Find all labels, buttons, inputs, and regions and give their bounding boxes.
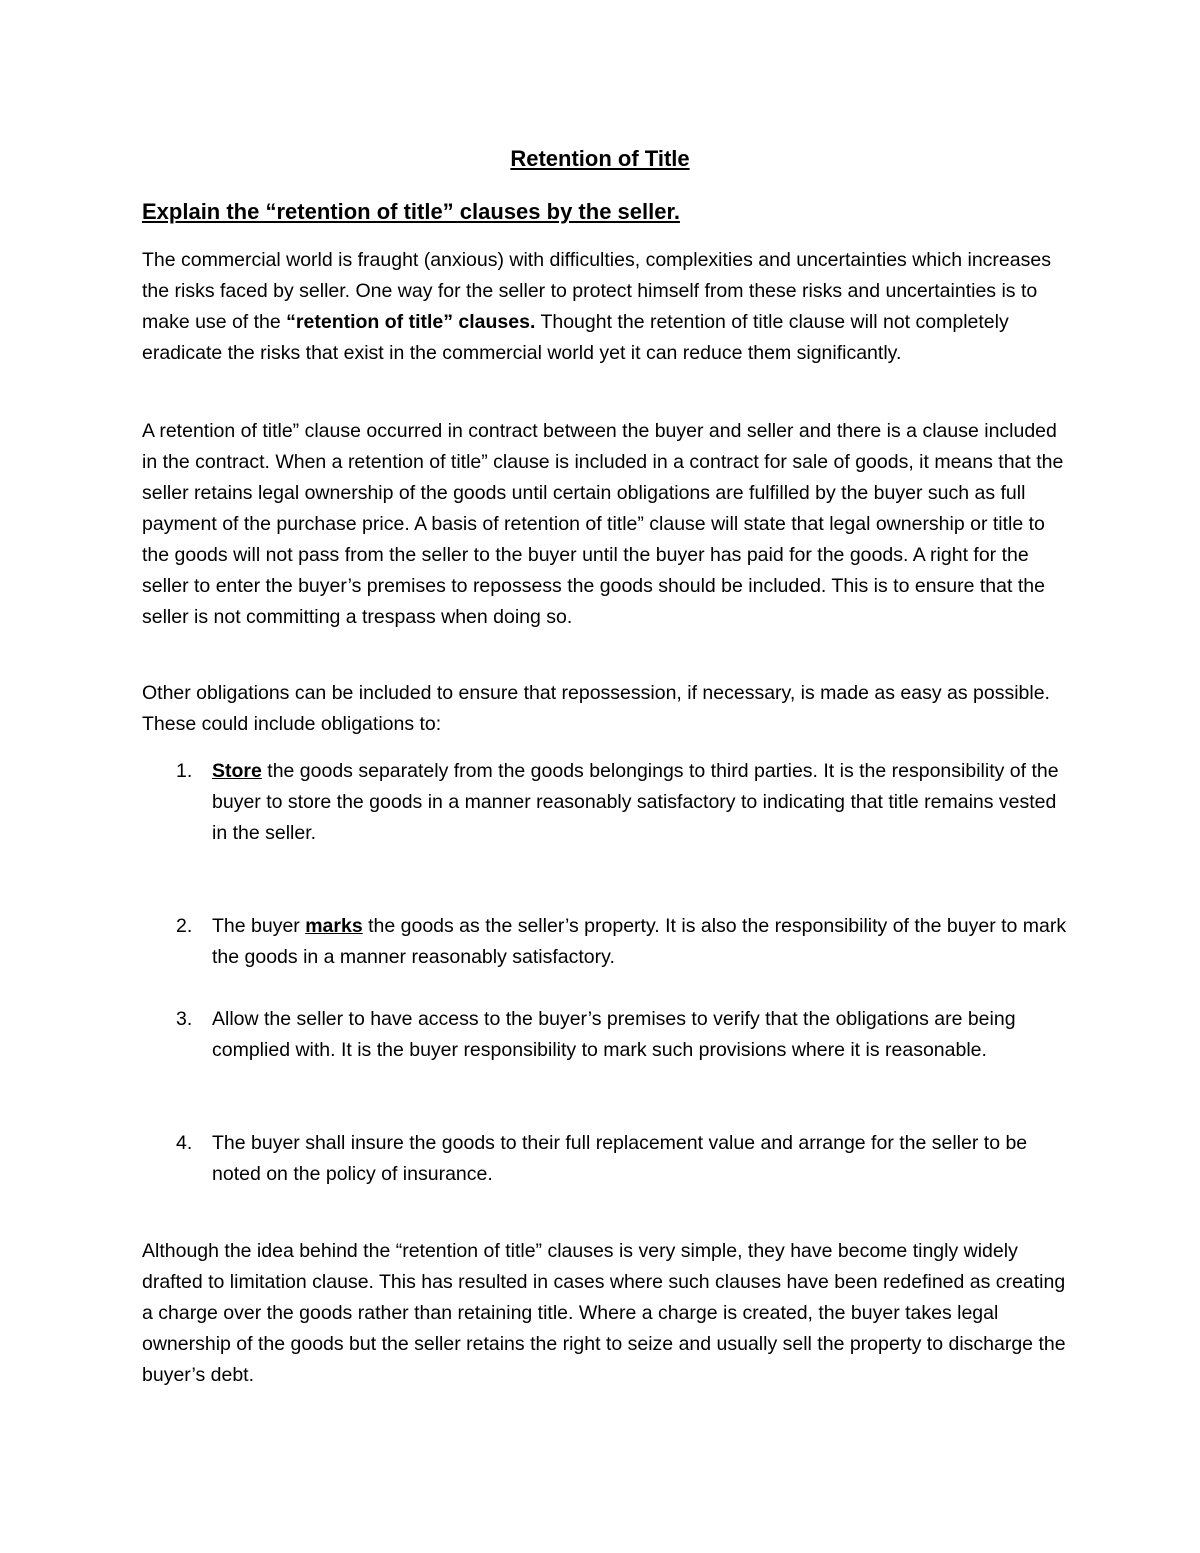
list-item-number: 2. <box>176 915 193 937</box>
paragraph-intro <box>142 245 1072 369</box>
list-item-keyword: marks <box>305 915 363 937</box>
list-item-text-after: the goods separately from the goods belongings to third parties. It is the responsibility of the buyer to store the goods in a manner reasonably satisfactory to indicating that title remains vested in the seller. <box>212 760 1059 844</box>
list-item-text-before: The buyer <box>212 915 306 937</box>
question-heading: Explain the “retention of title” clauses by the seller. <box>142 199 680 224</box>
list-item-number: 1. <box>176 760 193 782</box>
paragraph-definition: A retention of title” clause occurred in contract between the buyer and seller and there is a clause included in the contract. When a retention of title” clause is included in a contract for sale of goods, it means that the seller retains legal ownership of the goods until certain obligations are fulfilled by the buyer such as full payment of the purchase price. A basis of retention of title” clause will state that legal ownership or title to the goods will not pass from the seller to the buyer until the buyer has paid for the goods. A right for the seller to enter the buyer’s premises to repossess the goods should be included. This is to ensure that the seller is not committing a trespass when doing so. <box>142 420 1064 628</box>
document-title: Retention of Title <box>510 146 690 171</box>
paragraph-intro-emphasis: “retention of title” clauses. <box>286 311 536 333</box>
list-item-number: 3. <box>176 1008 193 1030</box>
paragraph-conclusion: Although the idea behind the “retention of title” clauses is very simple, they have become tingly widely drafted to limitation clause. This has resulted in cases where such clauses have been redefined as creating a charge over the goods rather than retaining title. Where a charge is created, the buyer takes legal ownership of the goods but the seller retains the right to seize and usually sell the property to discharge the buyer’s debt. <box>142 1240 1066 1386</box>
list-item-text: Allow the seller to have access to the buyer’s premises to verify that the obligations are being complied with. It is the buyer responsibility to mark such provisions where it is reasonable. <box>212 1008 1016 1061</box>
list-item-keyword: Store <box>212 760 262 782</box>
list-item-text <box>212 756 1072 849</box>
list-item-text: The buyer shall insure the goods to their full replacement value and arrange for the seller to be noted on the policy of insurance. <box>212 1132 1028 1185</box>
paragraph-obligations-intro: Other obligations can be included to ensure that repossession, if necessary, is made as easy as possible. These could include obligations to: <box>142 682 1050 735</box>
list-item-text <box>212 911 1072 973</box>
paragraph-intro-text-2: Thought the retention of title clause will not completely eradicate the risks that exist in the commercial world yet it can reduce them significantly. <box>142 311 1009 364</box>
paragraph-intro-text-1: The commercial world is fraught (anxious) with difficulties, complexities and uncertainties which increases the risks faced by seller. One way for the seller to protect himself from these risks and uncertainties is to make use of the <box>142 249 1051 333</box>
list-item-number: 4. <box>176 1132 193 1154</box>
list-item-text-after: the goods as the seller’s property. It is also the responsibility of the buyer to mark the goods in a manner reasonably satisfactory. <box>212 915 1067 968</box>
